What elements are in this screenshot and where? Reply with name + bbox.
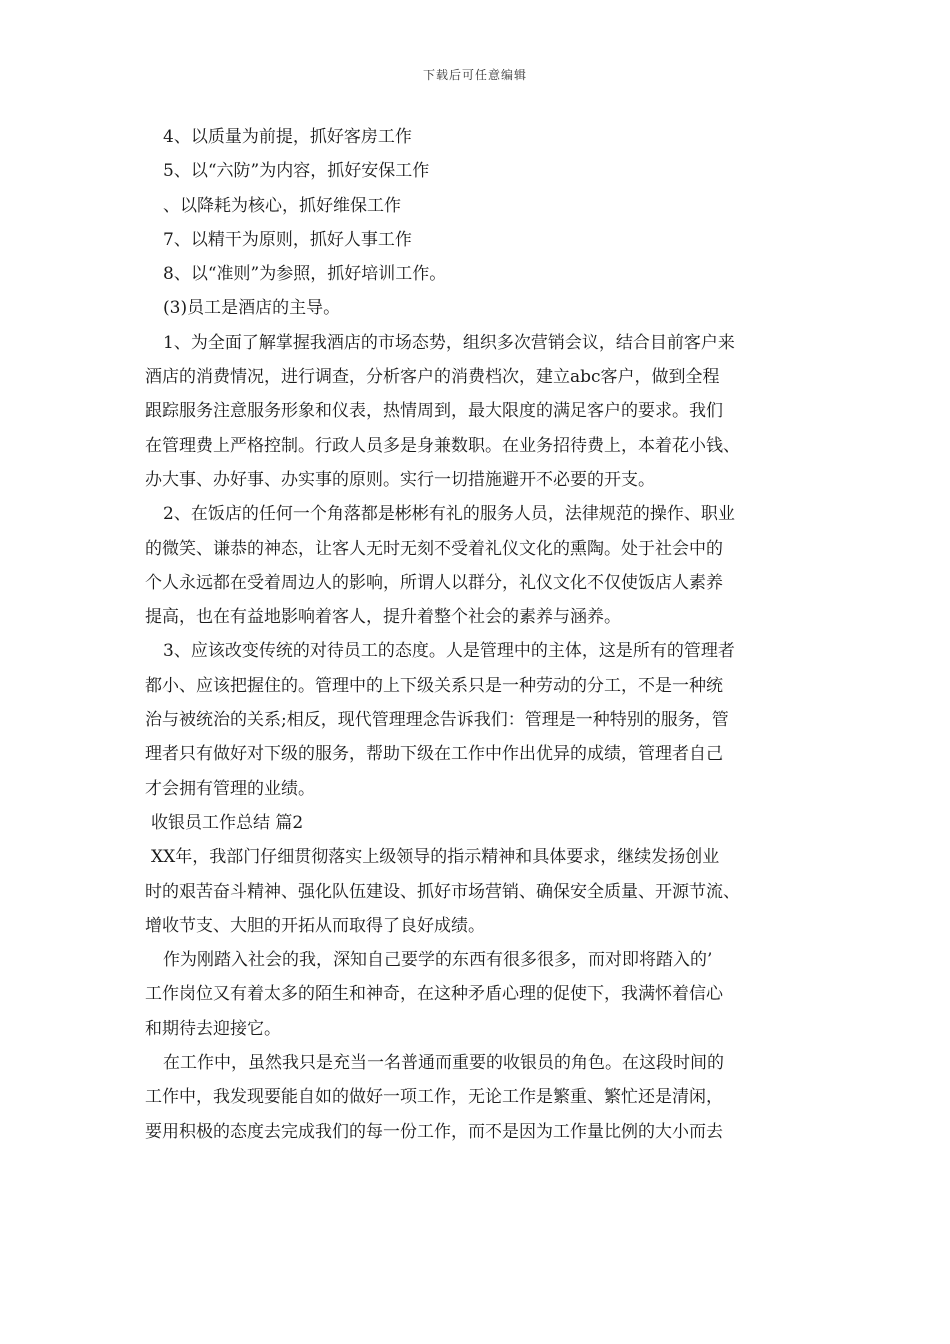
text-line: 增收节支、大胆的开拓从而取得了良好成绩。 (145, 915, 485, 936)
text-line: 提高，也在有益地影响着客人，提升着整个社会的素养与涵养。 (145, 607, 621, 628)
text-line: 在工作中，虽然我只是充当一名普通而重要的收银员的角色。在这段时间的 (163, 1053, 724, 1074)
text-line: 个人永远都在受着周边人的影响，所谓人以群分，礼仪文化不仅使饭店人素养 (145, 572, 723, 593)
text-line: 工作中，我发现要能自如的做好一项工作，无论工作是繁重、繁忙还是清闲， (145, 1087, 723, 1108)
text-line: XX年，我部门仔细贯彻落实上级领导的指示精神和具体要求，继续发扬创业 (151, 847, 720, 868)
text-line: 时的艰苦奋斗精神、强化队伍建设、抓好市场营销、确保安全质量、开源节流、 (145, 881, 740, 902)
text-line: 才会拥有管理的业绩。 (145, 778, 315, 799)
text-line: 作为刚踏入社会的我，深知自己要学的东西有很多很多，而对即将踏入的’ (163, 950, 713, 971)
text-line: 工作岗位又有着太多的陌生和神奇，在这种矛盾心理的促使下，我满怀着信心 (145, 984, 723, 1005)
text-line: 在管理费上严格控制。行政人员多是身兼数职。在业务招待费上，本着花小钱、 (145, 435, 740, 456)
text-line: 都小、应该把握住的。管理中的上下级关系只是一种劳动的分工，不是一种统 (145, 675, 723, 696)
text-line: 的微笑、谦恭的神态，让客人无时无刻不受着礼仪文化的熏陶。处于社会中的 (145, 538, 723, 559)
text-line: 酒店的消费情况，进行调查，分析客户的消费档次，建立abc客户，做到全程 (145, 367, 720, 388)
page-header-note: 下载后可任意编辑 (422, 68, 527, 82)
text-line: 8、以“准则”为参照，抓好培训工作。 (163, 264, 447, 285)
text-line: (3)员工是酒店的主导。 (163, 298, 341, 319)
document-body (145, 120, 805, 1149)
text-line: 、以降耗为核心，抓好维保工作 (163, 195, 401, 216)
text-line: 3、应该改变传统的对待员工的态度。人是管理中的主体，这是所有的管理者 (163, 641, 735, 662)
text-line: 5、以“六防”为内容，抓好安保工作 (163, 161, 430, 182)
text-line: 收银员工作总结 篇2 (151, 812, 304, 833)
text-line: 治与被统治的关系;相反，现代管理理念告诉我们：管理是一种特别的服务，管 (145, 710, 729, 731)
text-line: 1、为全面了解掌握我酒店的市场态势，组织多次营销会议，结合目前客户来 (163, 332, 735, 353)
text-line: 要用积极的态度去完成我们的每一份工作，而不是因为工作量比例的大小而去 (145, 1121, 723, 1142)
text-line: 和期待去迎接它。 (145, 1018, 281, 1039)
text-line: 7、以精干为原则，抓好人事工作 (163, 229, 412, 250)
text-line: 办大事、办好事、办实事的原则。实行一切措施避开不必要的开支。 (145, 469, 655, 490)
text-line: 理者只有做好对下级的服务，帮助下级在工作中作出优异的成绩，管理者自己 (145, 744, 723, 765)
text-line: 4、以质量为前提，抓好客房工作 (163, 127, 412, 147)
text-line: 2、在饭店的任何一个角落都是彬彬有礼的服务人员，法律规范的操作、职业 (163, 504, 735, 525)
text-line: 跟踪服务注意服务形象和仪表，热情周到，最大限度的满足客户的要求。我们 (145, 401, 723, 422)
